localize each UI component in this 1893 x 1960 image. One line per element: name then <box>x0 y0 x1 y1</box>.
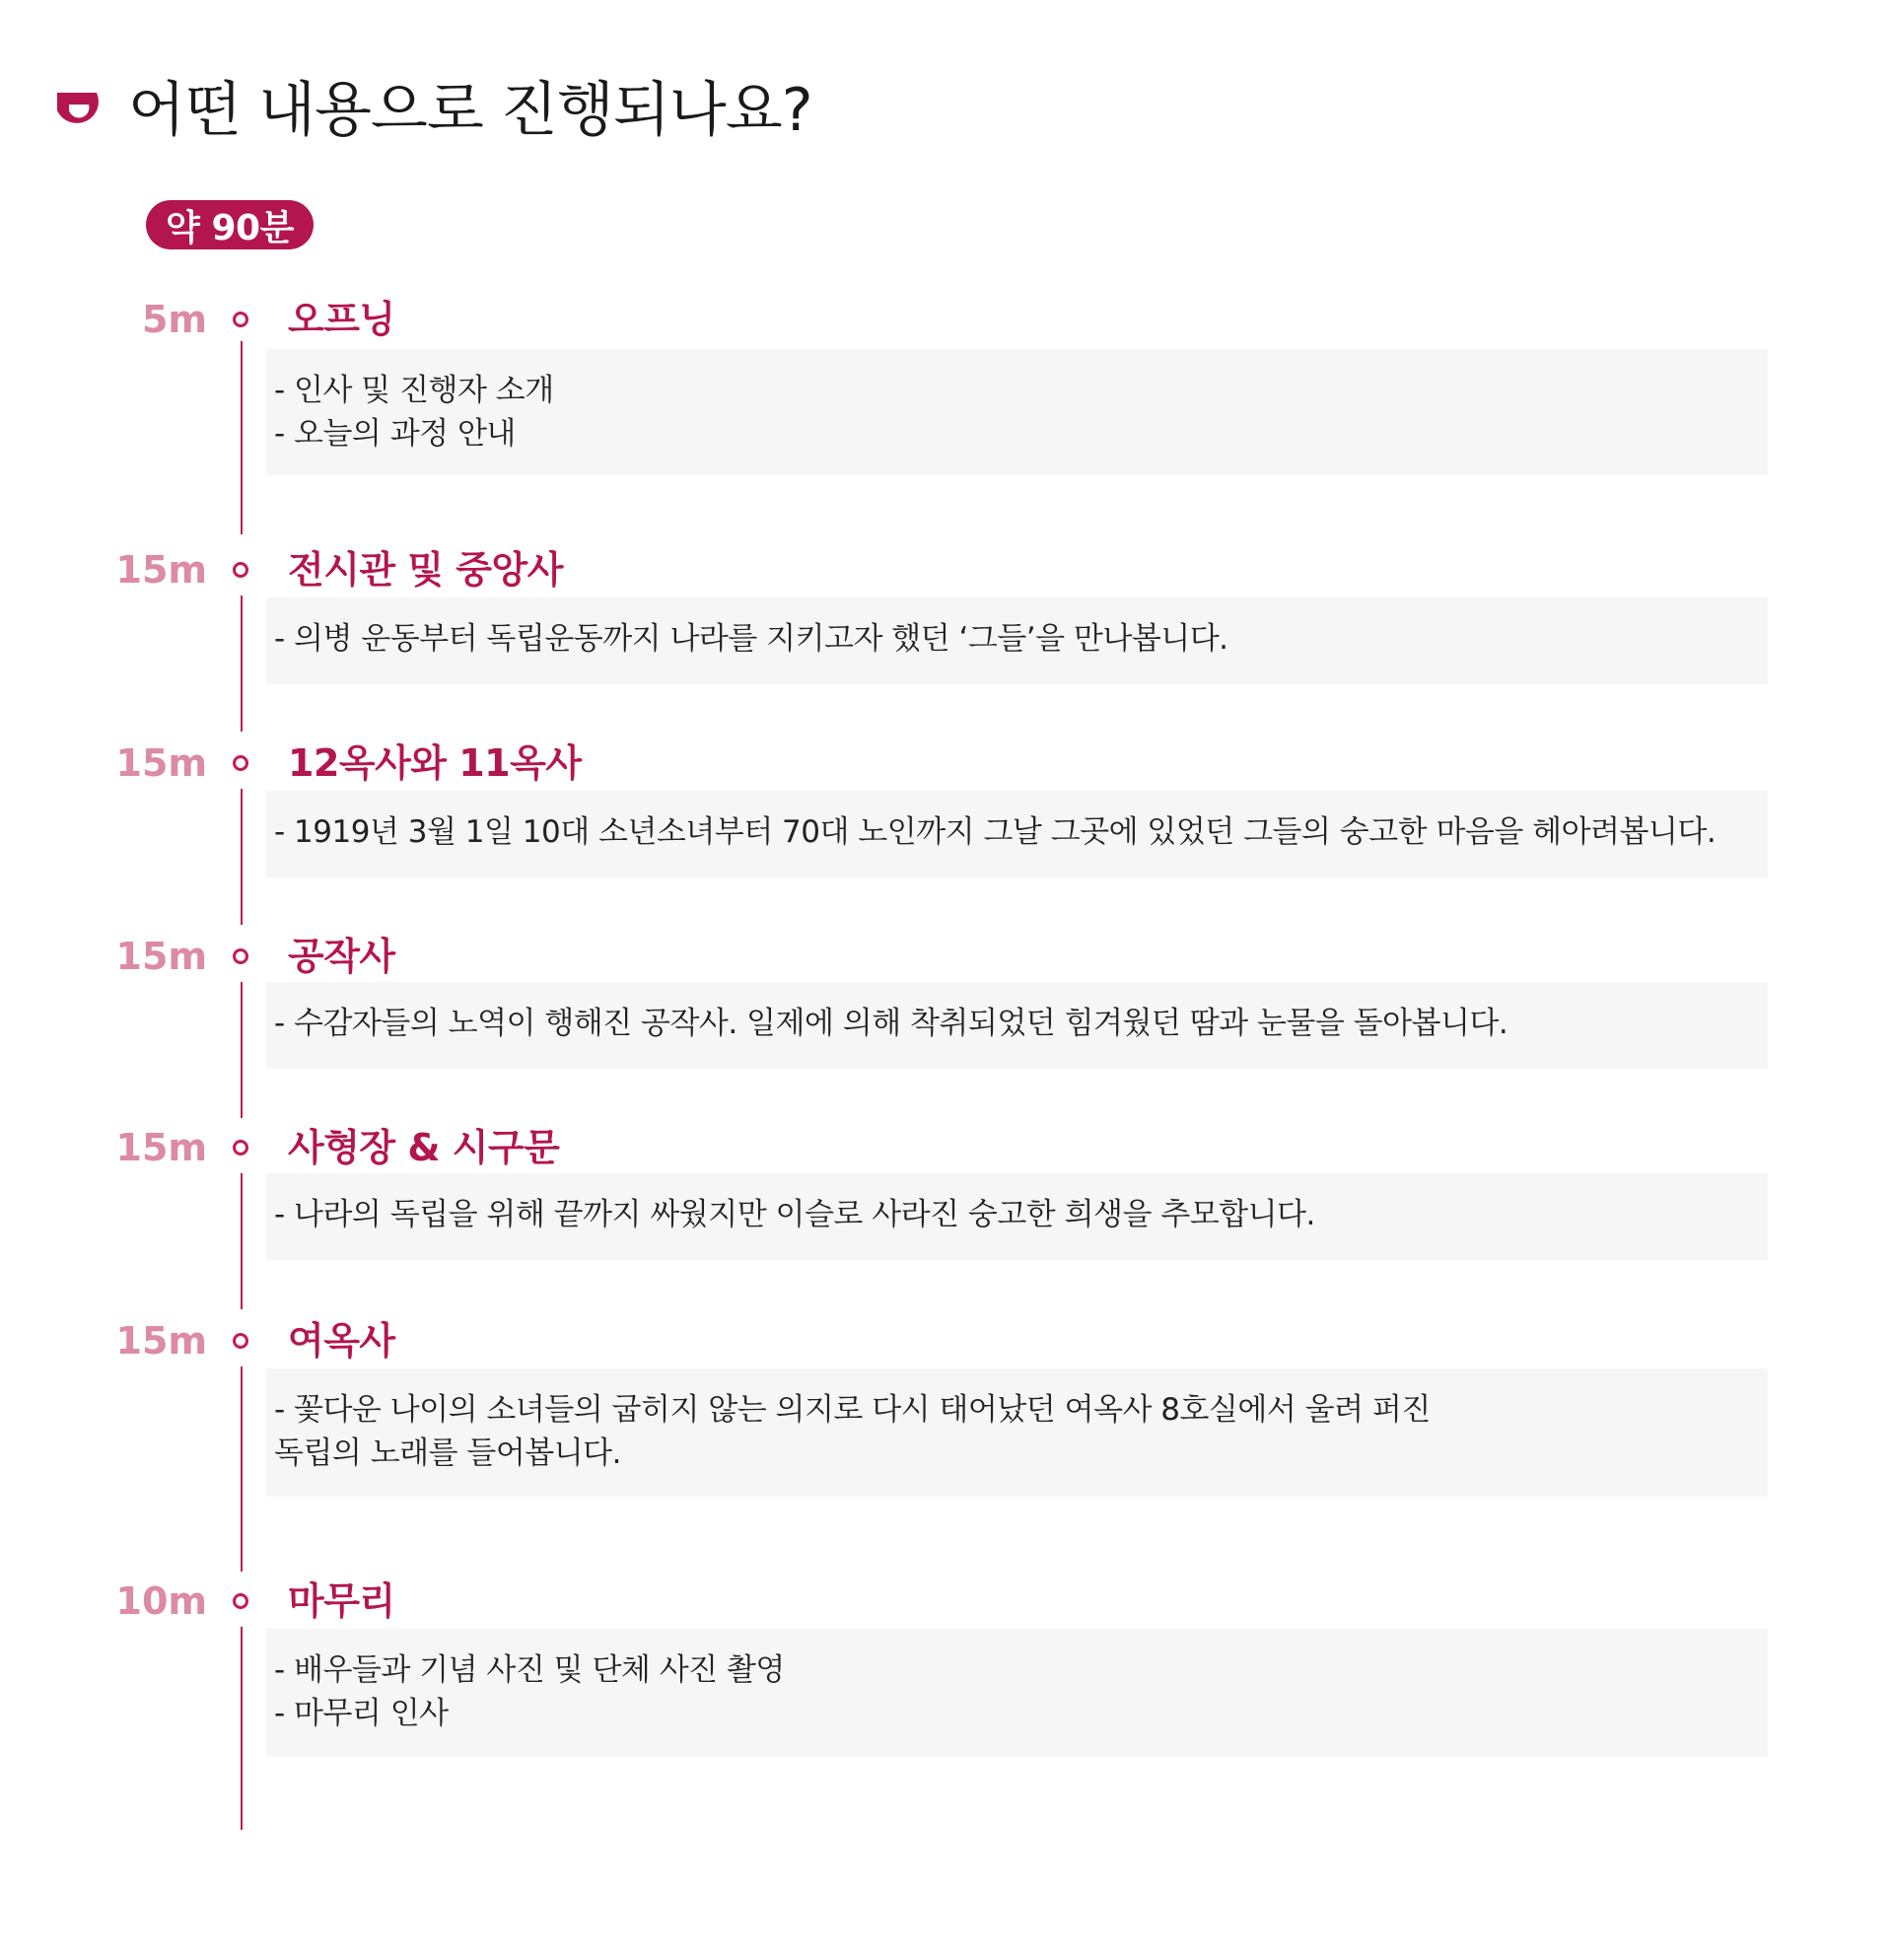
step-description <box>266 1629 1768 1757</box>
step-description <box>266 1173 1768 1260</box>
timeline-line <box>241 789 243 925</box>
description-line: - 인사 및 진행자 소개 <box>274 373 554 408</box>
step-title: 마무리 <box>288 1579 395 1623</box>
step-title: 오프닝 <box>288 298 395 341</box>
description-line: - 마무리 인사 <box>274 1696 449 1731</box>
description-line: - 배우들과 기념 사진 및 단체 사진 촬영 <box>274 1652 785 1688</box>
description-line: - 꽃다운 나이의 소녀들의 굽히지 않는 의지로 다시 태어났던 여옥사 8호실에서 울려 퍼진 <box>274 1392 1431 1428</box>
step-description <box>266 791 1768 877</box>
step-description <box>266 1368 1768 1497</box>
description-line: - 수감자들의 노역이 행해진 공작사. 일제에 의해 착취되었던 힘겨웠던 땀과 눈물을 돌아봅니다. <box>274 1006 1508 1041</box>
description-line: - 나라의 독립을 위해 끝까지 싸웠지만 이슬로 사라진 숭고한 희생을 추모합니다. <box>274 1197 1315 1232</box>
step-duration: 15m <box>115 741 207 785</box>
timeline-line <box>241 595 243 732</box>
timeline-dot-icon <box>233 562 248 578</box>
description-line: - 의병 운동부터 독립운동까지 나라를 지키고자 했던 ‘그들’을 만나봅니다. <box>274 621 1228 657</box>
page-header <box>51 71 812 150</box>
timeline-line <box>241 1366 243 1572</box>
step-title: 전시관 및 중앙사 <box>288 548 563 592</box>
timeline-dot-icon <box>233 1140 248 1155</box>
step-duration: 15m <box>115 935 207 978</box>
description-line: - 1919년 3월 1일 10대 소년소녀부터 70대 노인까지 그날 그곳에 있었던 그들의 숭고한 마음을 헤아려봅니다. <box>274 814 1717 850</box>
step-duration: 5m <box>141 298 207 341</box>
timeline-line <box>241 1173 243 1309</box>
ring-logo-icon <box>51 83 106 138</box>
step-title: 사형장 & 시구문 <box>288 1126 560 1169</box>
step-description <box>266 982 1768 1069</box>
description-line: - 오늘의 과정 안내 <box>274 416 516 452</box>
step-title: 공작사 <box>288 935 395 978</box>
step-description <box>266 349 1768 475</box>
step-title: 12옥사와 11옥사 <box>288 741 582 785</box>
step-duration: 15m <box>115 1126 207 1169</box>
timeline-dot-icon <box>233 312 248 327</box>
description-line: 독립의 노래를 들어봅니다. <box>274 1435 621 1471</box>
page-title: 어떤 내용으로 진행되나요? <box>128 76 812 145</box>
step-description <box>266 597 1768 684</box>
duration-badge: 약 90분 <box>146 200 314 249</box>
timeline-dot-icon <box>233 755 248 771</box>
step-title: 여옥사 <box>288 1319 395 1363</box>
step-duration: 15m <box>115 548 207 592</box>
step-duration: 15m <box>115 1319 207 1363</box>
timeline-dot-icon <box>233 1593 248 1609</box>
timeline-dot-icon <box>233 948 248 964</box>
timeline-line <box>241 982 243 1118</box>
step-duration: 10m <box>115 1579 207 1623</box>
timeline-dot-icon <box>233 1333 248 1349</box>
timeline-line <box>241 1627 243 1830</box>
timeline-line <box>241 341 243 534</box>
